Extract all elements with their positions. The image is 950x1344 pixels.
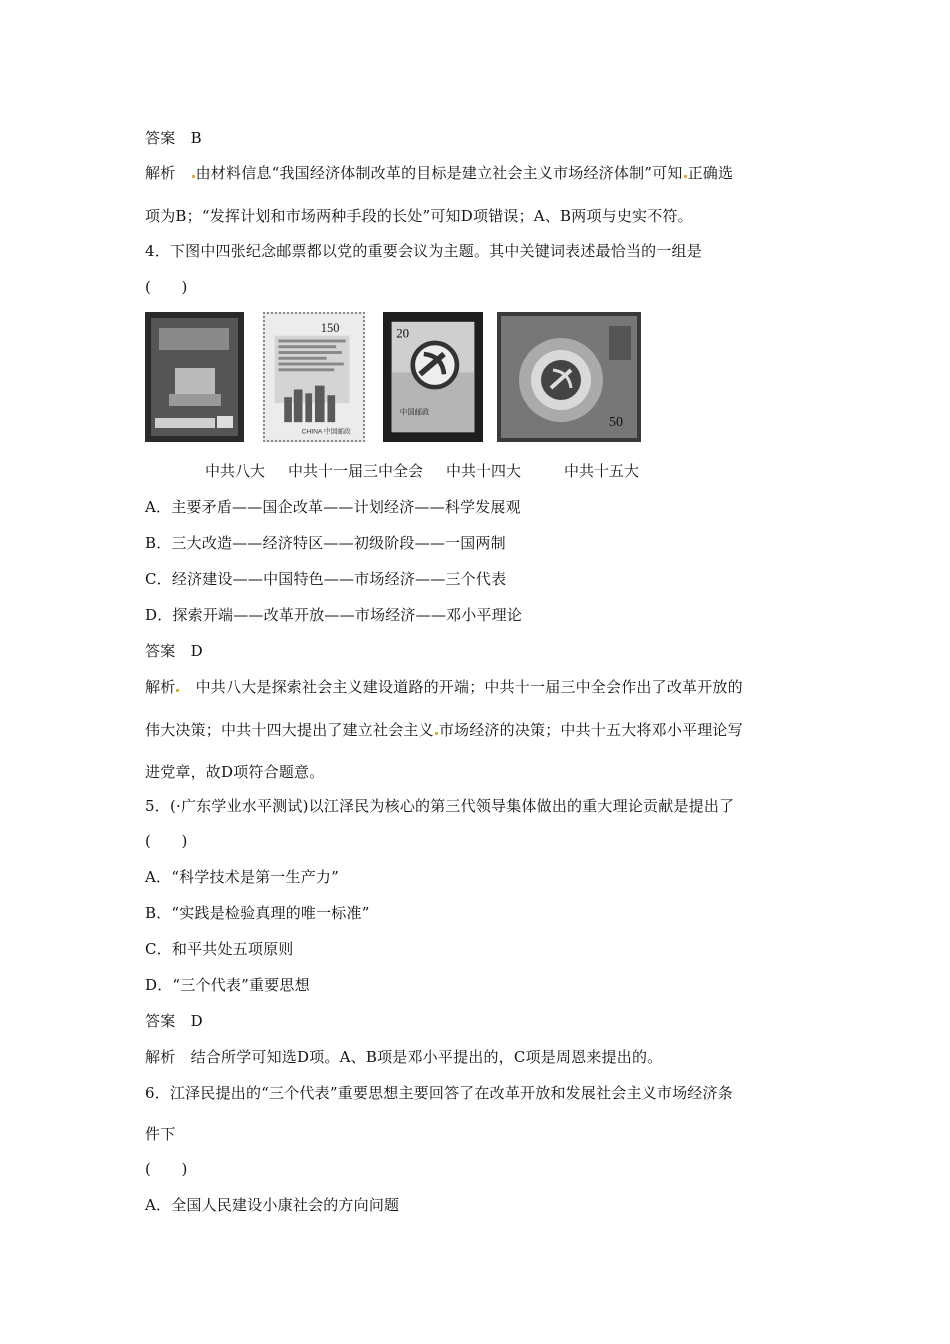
option-4a: A．主要矛盾——国企改革——计划经济——科学发展观 <box>145 498 521 516</box>
question-6: 6．江泽民提出的“三个代表”重要思想主要回答了在改革开放和发展社会主义市场经济条 <box>145 1084 733 1102</box>
stamp-value-50: 50 <box>609 415 623 430</box>
explanation-text-3a: 由材料信息“我国经济体制改革的目标是建立社会主义市场经济体制”可知 <box>195 164 683 182</box>
option-5b: B．“实践是检验真理的唯一标准” <box>145 904 370 922</box>
answer-line-5: 答案 D <box>145 1012 203 1030</box>
explanation-line-3a <box>145 163 820 183</box>
explanation-text-4c: 市场经济的决策；中共十五大将邓小平理论写 <box>438 721 743 739</box>
stamp-value-150: 150 <box>320 320 340 335</box>
question-5: 5．(·广东学业水平测试)以江泽民为核心的第三代领导集体做出的重大理论贡献是提出了 <box>145 797 735 815</box>
highlight-dot-icon <box>435 732 438 735</box>
caption-8th-congress: 中共八大 <box>205 462 266 480</box>
stamp-15th-congress-image <box>497 312 641 442</box>
option-4d: D．探索开端——改革开放——市场经济——邓小平理论 <box>145 606 523 624</box>
highlight-dot-icon <box>176 689 179 692</box>
highlight-dot-icon <box>684 175 687 178</box>
explanation-label: 解析 <box>145 164 176 182</box>
option-6a: A．全国人民建设小康社会的方向问题 <box>145 1196 400 1214</box>
question-4-paren: ( ) <box>145 278 188 296</box>
option-5c: C．和平共处五项原则 <box>145 940 294 958</box>
explanation-text-3b: 正确选 <box>687 164 734 182</box>
stamp-brand-label: 中国邮政 <box>399 407 430 417</box>
highlight-dot-icon <box>192 175 195 178</box>
stamp-3rd-plenum-image <box>263 312 365 442</box>
question-4: 4．下图中四张纪念邮票都以党的重要会议为主题。其中关键词表述最恰当的一组是 <box>145 242 702 260</box>
caption-15th-congress: 中共十五大 <box>564 462 640 480</box>
explanation-line-4b <box>145 720 820 740</box>
explanation-line-4c: 进党章，故D项符合题意。 <box>145 763 325 781</box>
explanation-text-4a: 中共八大是探索社会主义建设道路的开端；中共十一届三中全会作出了改革开放的 <box>195 678 743 696</box>
question-5-paren: ( ) <box>145 832 188 850</box>
stamp-14th-congress-image <box>383 312 483 442</box>
stamp-value-20: 20 <box>396 326 410 341</box>
explanation-text-4b: 伟大决策；中共十四大提出了建立社会主义 <box>145 721 434 739</box>
explanation-label: 解析 <box>145 678 176 696</box>
explanation-line-5: 解析 结合所学可知选D项。A、B项是邓小平提出的，C项是周恩来提出的。 <box>145 1048 663 1066</box>
stamp-8th-congress-image <box>145 312 244 442</box>
stamp-figure <box>145 312 665 442</box>
question-6-cont: 件下 <box>145 1125 176 1143</box>
explanation-line-3b: 项为B；“发挥计划和市场两种手段的长处”可知D项错误；A、B两项与史实不符。 <box>145 207 693 225</box>
option-4c: C．经济建设——中国特色——市场经济——三个代表 <box>145 570 507 588</box>
caption-3rd-plenum: 中共十一届三中全会 <box>288 462 424 480</box>
answer-line-3: 答案 B <box>145 129 202 147</box>
answer-line-4: 答案 D <box>145 642 203 660</box>
option-5a: A．“科学技术是第一生产力” <box>145 868 339 886</box>
question-6-paren: ( ) <box>145 1160 188 1178</box>
caption-14th-congress: 中共十四大 <box>446 462 522 480</box>
explanation-line-4a <box>145 677 820 697</box>
option-5d: D．“三个代表”重要思想 <box>145 976 310 994</box>
option-4b: B．三大改造——经济特区——初级阶段——一国两制 <box>145 534 506 552</box>
stamp-brand-label: CHINA 中国邮政 <box>301 428 351 436</box>
